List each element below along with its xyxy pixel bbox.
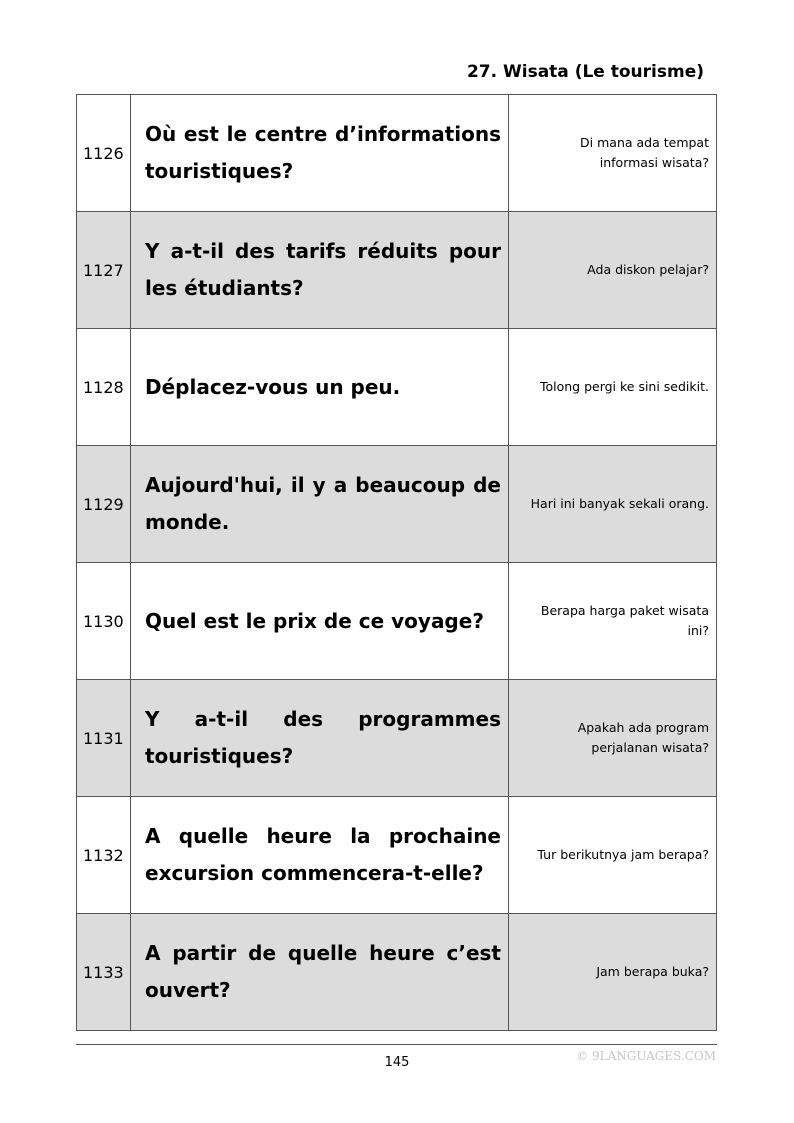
phrase-number: 1131 xyxy=(77,680,131,797)
table-row xyxy=(77,329,717,446)
phrase-number: 1129 xyxy=(77,446,131,563)
indonesian-translation: Berapa harga paket wisata ini? xyxy=(509,563,717,680)
french-phrase: Y a-t-il des tarifs réduits pour les étudiants? xyxy=(131,212,509,329)
indonesian-translation: Jam berapa buka? xyxy=(509,914,717,1031)
phrase-table xyxy=(76,94,717,1031)
indonesian-translation: Ada diskon pelajar? xyxy=(509,212,717,329)
french-phrase: Quel est le prix de ce voyage? xyxy=(131,563,509,680)
page-number: 145 xyxy=(384,1055,410,1070)
phrase-number: 1133 xyxy=(77,914,131,1031)
table-row xyxy=(77,680,717,797)
french-phrase: Où est le centre d’informations touristiques? xyxy=(131,95,509,212)
table-row xyxy=(77,212,717,329)
phrase-number: 1132 xyxy=(77,797,131,914)
french-phrase: A partir de quelle heure c’est ouvert? xyxy=(131,914,509,1031)
phrase-number: 1127 xyxy=(77,212,131,329)
french-phrase: A quelle heure la prochaine excursion commencera-t-elle? xyxy=(131,797,509,914)
indonesian-translation: Apakah ada program perjalanan wisata? xyxy=(509,680,717,797)
table-row xyxy=(77,563,717,680)
table-row xyxy=(77,797,717,914)
phrase-number: 1130 xyxy=(77,563,131,680)
table-row xyxy=(77,446,717,563)
table-row xyxy=(77,95,717,212)
indonesian-translation: Tolong pergi ke sini sedikit. xyxy=(509,329,717,446)
french-phrase: Y a-t-il des programmes touristiques? xyxy=(131,680,509,797)
phrase-number: 1128 xyxy=(77,329,131,446)
watermark: © 9LANGUAGES.COM xyxy=(576,1049,716,1063)
french-phrase: Aujourd'hui, il y a beaucoup de monde. xyxy=(131,446,509,563)
phrase-number: 1126 xyxy=(77,95,131,212)
indonesian-translation: Hari ini banyak sekali orang. xyxy=(509,446,717,563)
table-row xyxy=(77,914,717,1031)
indonesian-translation: Tur berikutnya jam berapa? xyxy=(509,797,717,914)
bottom-rule xyxy=(76,1044,717,1045)
section-title: 27. Wisata (Le tourisme) xyxy=(466,62,704,82)
french-phrase: Déplacez-vous un peu. xyxy=(131,329,509,446)
indonesian-translation: Di mana ada tempat informasi wisata? xyxy=(509,95,717,212)
